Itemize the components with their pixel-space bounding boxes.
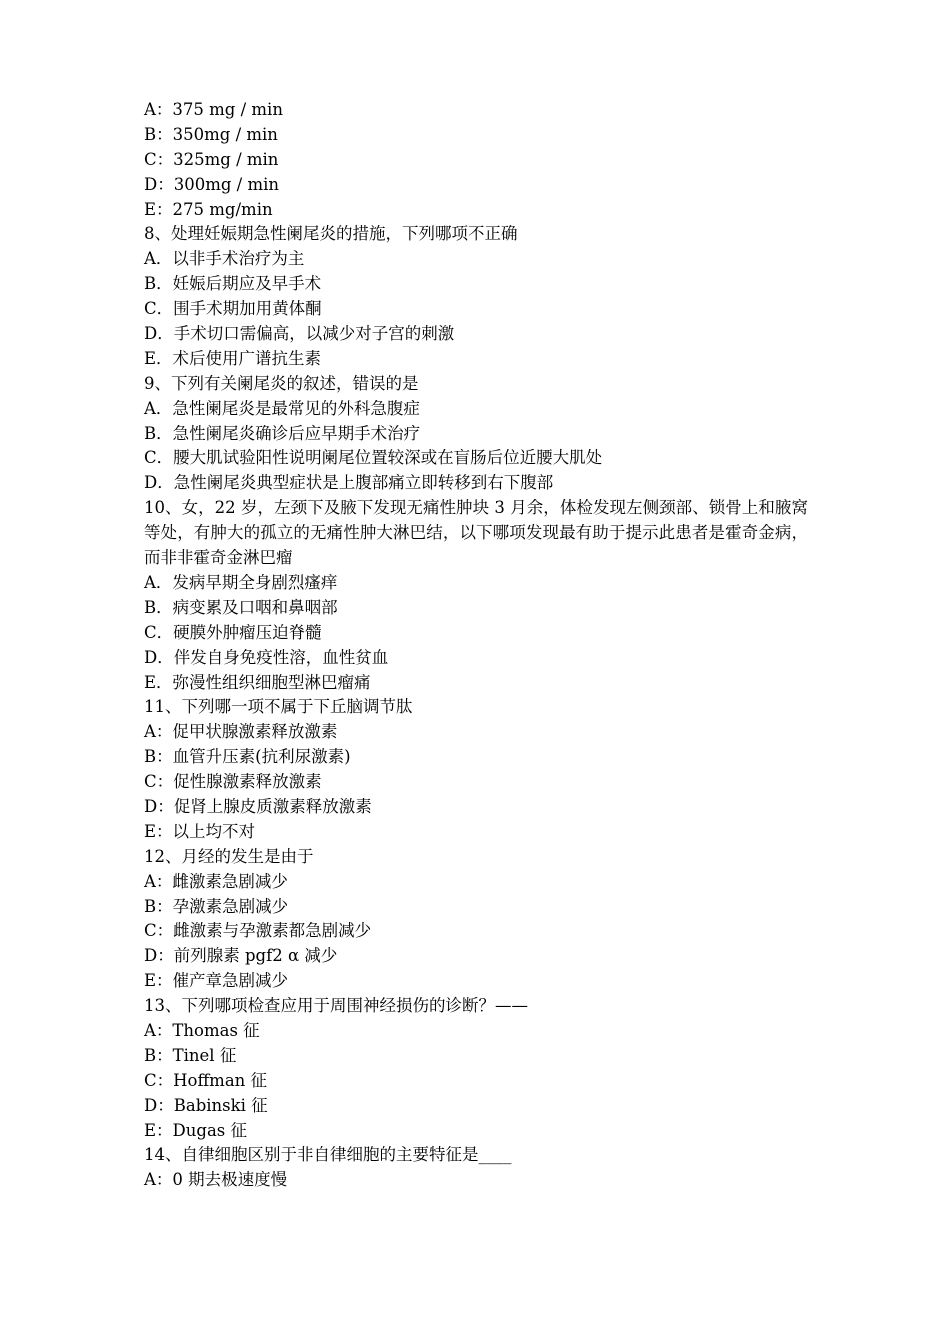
question-line: 12、月经的发生是由于 bbox=[144, 846, 314, 866]
option-line: C：雌激素与孕激素都急剧减少 bbox=[144, 921, 372, 941]
option-line: D：300mg / min bbox=[144, 174, 280, 194]
option-line: D：促肾上腺皮质激素释放激素 bbox=[144, 796, 372, 816]
option-line: B：Tinel 征 bbox=[144, 1045, 237, 1065]
option-line: D：前列腺素 pgf2 α 减少 bbox=[144, 946, 338, 966]
option-line: C：促性腺激素释放激素 bbox=[144, 772, 322, 792]
question-line: 8、处理妊娠期急性阑尾炎的措施，下列哪项不正确 bbox=[144, 224, 518, 244]
option-line: B．急性阑尾炎确诊后应早期手术治疗 bbox=[144, 423, 421, 443]
question-paragraph: 10、女，22 岁，左颈下及腋下发现无痛性肿块 3 月余，体检发现左侧颈部、锁骨上和腋窝等处，有肿大的孤立的无痛性肿大淋巴结，以下哪项发现最有助于提示此患者是霍奇金病，而非非霍奇金淋巴瘤 bbox=[144, 498, 808, 568]
option-line: A：0 期去极速度慢 bbox=[144, 1170, 288, 1190]
option-line: A：促甲状腺激素释放激素 bbox=[144, 722, 338, 742]
option-line: B：孕激素急剧减少 bbox=[144, 896, 289, 916]
question-line: 9、下列有关阑尾炎的叙述，错误的是 bbox=[144, 373, 419, 393]
option-line: A．发病早期全身剧烈瘙痒 bbox=[144, 572, 338, 592]
option-line: A：雌激素急剧减少 bbox=[144, 871, 288, 891]
option-line: B：血管升压素(抗利尿激素) bbox=[144, 747, 351, 767]
option-line: A．以非手术治疗为主 bbox=[144, 249, 305, 269]
option-line: E：催产章急剧减少 bbox=[144, 971, 289, 991]
question-line: 13、下列哪项检查应用于周围神经损伤的诊断？—— bbox=[144, 996, 528, 1016]
option-line: C．腰大肌试验阳性说明阑尾位置较深或在盲肠后位近腰大肌处 bbox=[144, 448, 603, 468]
option-line: B．妊娠后期应及早手术 bbox=[144, 274, 322, 294]
option-line: E：275 mg/min bbox=[144, 199, 273, 219]
option-line: E．术后使用广谱抗生素 bbox=[144, 348, 322, 368]
option-line: C．围手术期加用黄体酮 bbox=[144, 299, 322, 319]
option-line: A：Thomas 征 bbox=[144, 1021, 260, 1040]
option-line: E：以上均不对 bbox=[144, 821, 256, 841]
option-line: D．伴发自身免疫性溶，血性贫血 bbox=[144, 647, 389, 667]
document-page bbox=[144, 98, 814, 1193]
option-line: B．病变累及口咽和鼻咽部 bbox=[144, 597, 338, 617]
option-line: B：350mg / min bbox=[144, 124, 278, 144]
option-line: A．急性阑尾炎是最常见的外科急腹症 bbox=[144, 398, 420, 418]
option-line: E．弥漫性组织细胞型淋巴瘤痛 bbox=[144, 672, 371, 692]
option-line: D．急性阑尾炎典型症状是上腹部痛立即转移到右下腹部 bbox=[144, 473, 554, 493]
option-line: D：Babinski 征 bbox=[144, 1095, 268, 1115]
option-line: C．硬膜外肿瘤压迫脊髓 bbox=[144, 622, 322, 642]
question-line: 11、下列哪一项不属于下丘脑调节肽 bbox=[144, 697, 413, 717]
question-line: 14、自律细胞区别于非自律细胞的主要特征是____ bbox=[144, 1145, 512, 1165]
option-line: D．手术切口需偏高，以减少对子宫的刺激 bbox=[144, 324, 455, 344]
option-line: C：Hoffman 征 bbox=[144, 1070, 268, 1090]
option-line: E：Dugas 征 bbox=[144, 1120, 248, 1140]
option-line: C：325mg / min bbox=[144, 149, 279, 169]
option-line: A：375 mg / min bbox=[144, 100, 283, 119]
